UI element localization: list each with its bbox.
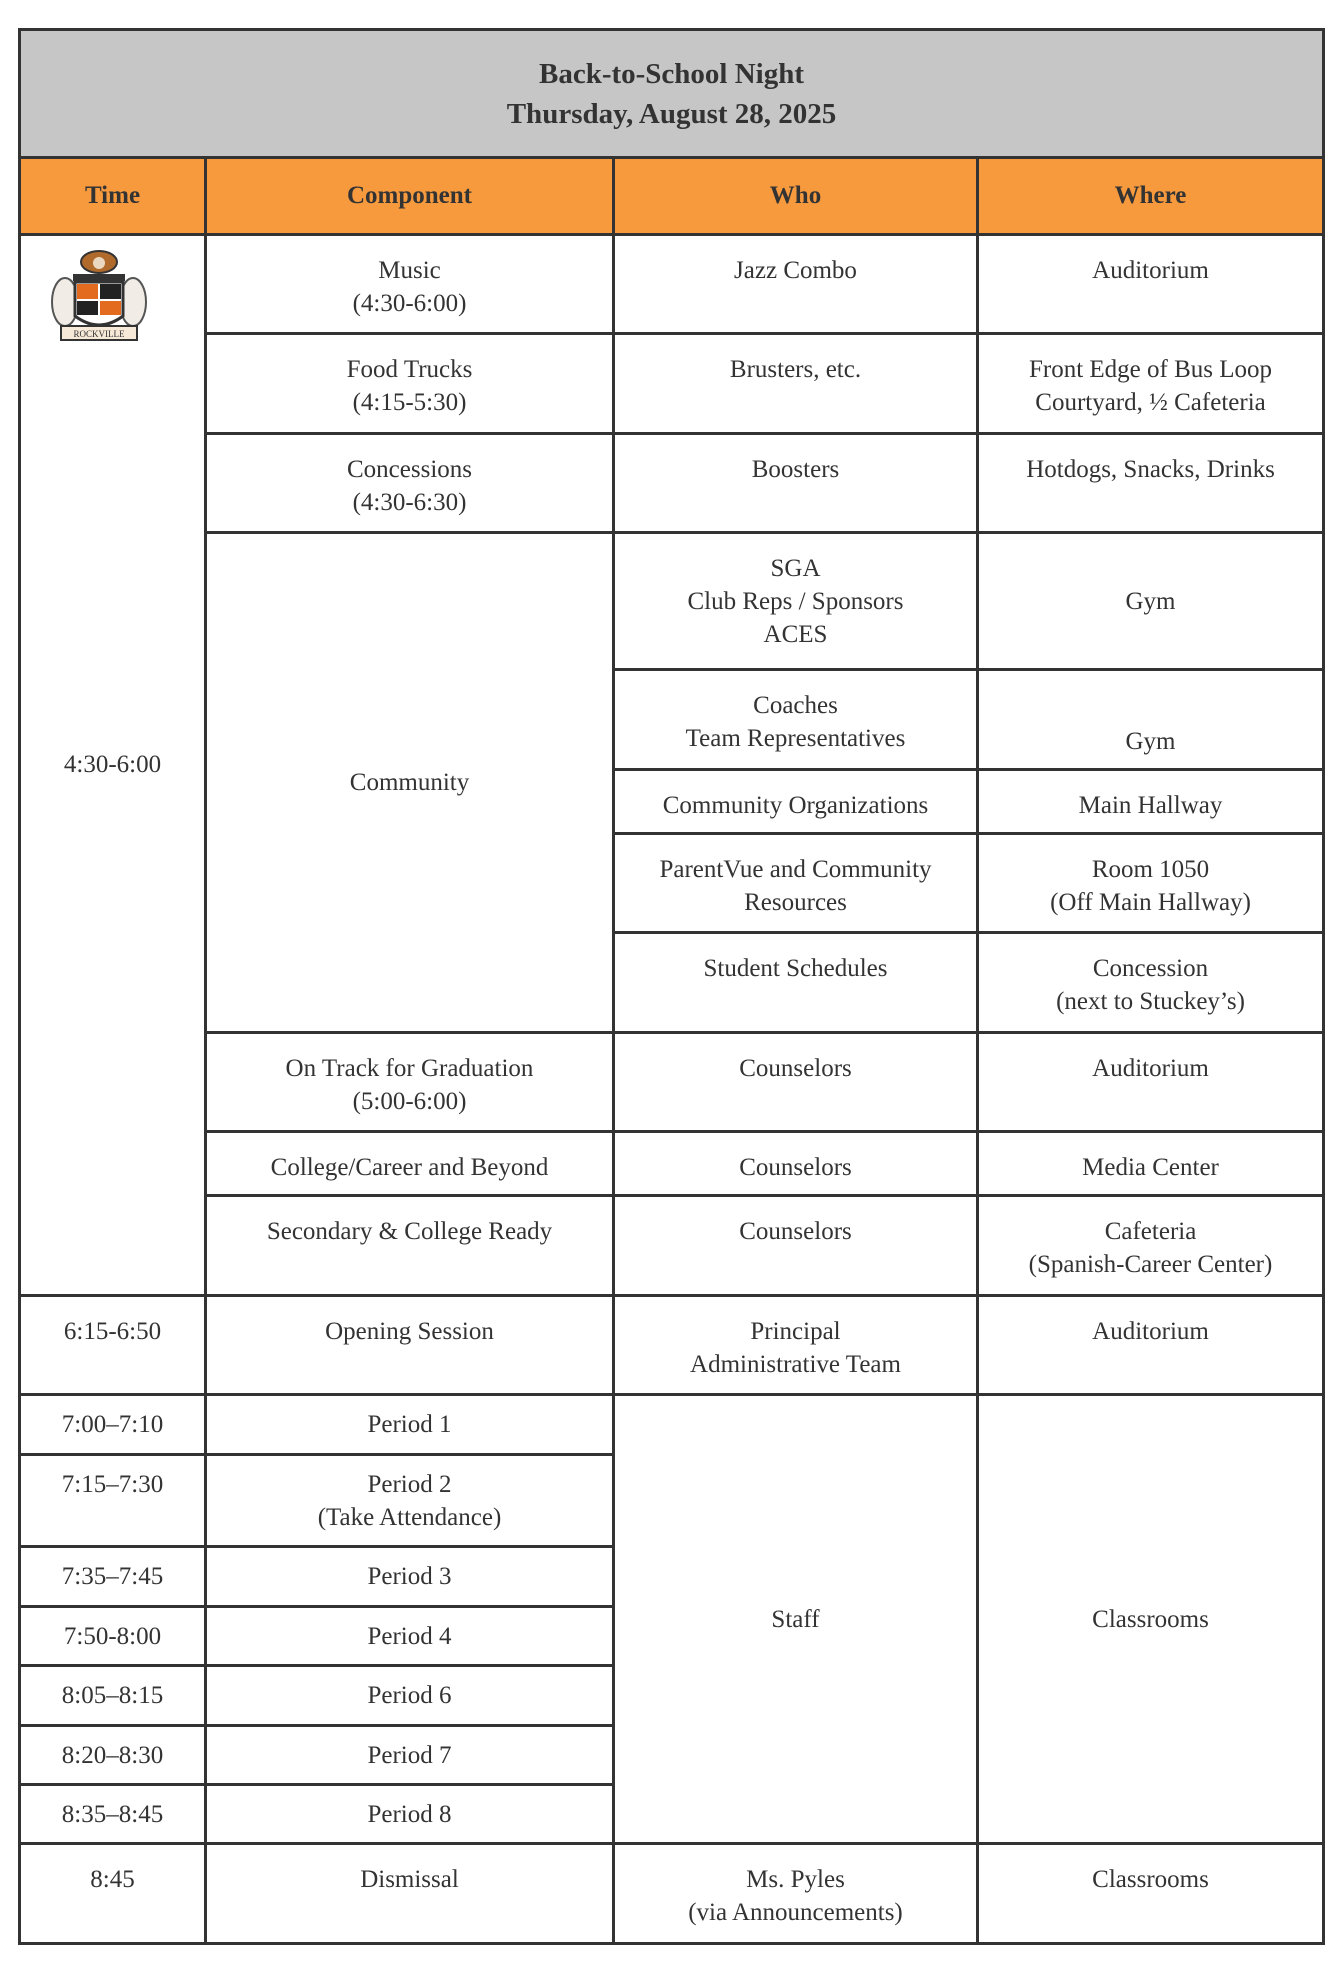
component-cell-line: Music: [378, 256, 441, 284]
school-crest-logo: [49, 250, 149, 357]
where-cell-line: Main Hallway: [1078, 791, 1223, 819]
who-cell: [614, 533, 978, 670]
where-cell-line: (Off Main Hallway): [1050, 888, 1251, 916]
component-cell: [206, 1132, 614, 1196]
column-header-row: [20, 158, 1324, 235]
time-cell: [20, 234, 206, 1295]
component-cell: [206, 433, 614, 532]
component-cell: [206, 1784, 614, 1843]
time-cell: 7:35–7:45: [20, 1547, 206, 1606]
who-cell-line: ACES: [763, 621, 828, 649]
who-cell-line: Team Representatives: [685, 725, 906, 753]
who-cell-line: Community Organizations: [662, 791, 929, 819]
where-cell-line: Room 1050: [1091, 855, 1210, 883]
time-cell: 6:15-6:50: [20, 1295, 206, 1394]
who-cell-line: SGA: [770, 555, 821, 583]
who-cell-line: Counselors: [739, 1218, 852, 1246]
table-row: [20, 334, 1324, 433]
who-cell-line: (via Announcements): [688, 1899, 903, 1927]
component-cell-line: Period 8: [367, 1800, 452, 1828]
where-cell: [978, 670, 1324, 769]
table-row: [20, 1295, 1324, 1394]
schedule-table: [18, 28, 1325, 1945]
where-cell: [978, 833, 1324, 932]
column-header-component: Component: [206, 158, 614, 235]
who-cell-line: Resources: [744, 888, 847, 916]
where-cell: [978, 933, 1324, 1032]
time-cell: 8:05–8:15: [20, 1666, 206, 1725]
component-cell-line: Period 2: [367, 1470, 452, 1498]
component-cell-line: Period 6: [367, 1682, 452, 1710]
who-cell-line: Boosters: [751, 455, 840, 483]
where-cell-line: Front Edge of Bus Loop: [1028, 356, 1273, 384]
event-date: Thursday, August 28, 2025: [506, 97, 837, 130]
who-cell-line: Brusters, etc.: [729, 356, 862, 384]
who-cell: [614, 334, 978, 433]
where-cell: [978, 769, 1324, 833]
component-cell-line: Secondary & College Ready: [266, 1218, 553, 1246]
table-row: [20, 1032, 1324, 1131]
who-cell-line: Counselors: [739, 1154, 852, 1182]
component-cell-line: Dismissal: [360, 1866, 459, 1894]
who-cell: [614, 1032, 978, 1131]
who-cell-line: Student Schedules: [703, 955, 888, 983]
where-cell: [978, 234, 1324, 333]
component-cell: [206, 234, 614, 333]
time-cell: 7:00–7:10: [20, 1395, 206, 1454]
where-cell: [978, 533, 1324, 670]
table-row: [20, 1132, 1324, 1196]
component-cell: [206, 1295, 614, 1394]
who-cell: Staff: [614, 1395, 978, 1844]
table-row: [20, 1196, 1324, 1295]
where-cell-line: Cafeteria: [1104, 1218, 1197, 1246]
component-cell: [206, 1547, 614, 1606]
where-cell: [978, 1132, 1324, 1196]
who-cell-line: Ms. Pyles: [746, 1866, 845, 1894]
where-cell-line: Media Center: [1082, 1154, 1219, 1182]
who-cell: [614, 1132, 978, 1196]
who-cell: [614, 433, 978, 532]
component-cell-line: Period 4: [367, 1622, 452, 1650]
component-cell-line: (5:00-6:00): [352, 1087, 467, 1115]
who-cell: [614, 1196, 978, 1295]
where-cell-line: Courtyard, ½ Cafeteria: [1035, 389, 1266, 417]
who-cell-line: Jazz Combo: [734, 256, 857, 284]
who-cell: [614, 1844, 978, 1944]
where-cell: [978, 334, 1324, 433]
time-label: 4:30-6:00: [63, 751, 162, 779]
time-cell: 7:50-8:00: [20, 1606, 206, 1665]
who-cell-line: Coaches: [753, 692, 838, 720]
component-cell-line: On Track for Graduation: [285, 1054, 534, 1082]
component-cell: [206, 1196, 614, 1295]
where-cell-line: Auditorium: [1092, 1054, 1209, 1082]
who-cell: [614, 1295, 978, 1394]
time-cell: 8:20–8:30: [20, 1725, 206, 1784]
where-cell: Classrooms: [978, 1395, 1324, 1844]
who-cell: [614, 933, 978, 1032]
component-cell: [206, 1032, 614, 1131]
where-cell: [978, 1295, 1324, 1394]
who-cell-line: ParentVue and Community: [659, 855, 932, 883]
table-row: [20, 234, 1324, 333]
who-cell: [614, 769, 978, 833]
where-cell-line: Hotdogs, Snacks, Drinks: [1026, 455, 1275, 483]
component-cell-line: Opening Session: [325, 1317, 494, 1345]
component-cell: [206, 334, 614, 433]
where-cell: [978, 433, 1324, 532]
where-cell: [978, 1196, 1324, 1295]
table-row: [20, 533, 1324, 670]
component-cell-line: (4:15-5:30): [352, 389, 467, 417]
column-header-where: Where: [978, 158, 1324, 235]
component-cell: [206, 1606, 614, 1665]
component-cell-line: (4:30-6:00): [352, 289, 467, 317]
who-cell: [614, 234, 978, 333]
who-cell: [614, 670, 978, 769]
component-cell: [206, 1454, 614, 1547]
time-cell: 8:45: [20, 1844, 206, 1944]
where-cell-line: (next to Stuckey’s): [1056, 988, 1245, 1016]
where-cell-line: Concession: [1092, 955, 1209, 983]
where-cell-line: Auditorium: [1092, 256, 1209, 284]
where-cell-line: Gym: [1125, 587, 1176, 615]
who-cell-line: Club Reps / Sponsors: [687, 588, 904, 616]
table-row: [20, 433, 1324, 532]
title-cell: [20, 30, 1324, 158]
component-cell-line: College/Career and Beyond: [270, 1154, 549, 1182]
component-cell-line: Period 7: [367, 1741, 452, 1769]
who-cell: [614, 833, 978, 932]
component-cell: Community: [206, 533, 614, 1033]
component-cell-line: (4:30-6:30): [352, 488, 467, 516]
component-cell-line: Period 3: [367, 1563, 452, 1591]
where-cell-line: (Spanish-Career Center): [1028, 1251, 1273, 1279]
time-cell: 8:35–8:45: [20, 1784, 206, 1843]
where-cell: [978, 1844, 1324, 1944]
component-cell-line: (Take Attendance): [317, 1503, 502, 1531]
component-cell: [206, 1725, 614, 1784]
where-cell-line: Auditorium: [1092, 1317, 1209, 1345]
component-cell: [206, 1395, 614, 1454]
where-cell-line: Classrooms: [1092, 1866, 1209, 1894]
column-header-time: Time: [20, 158, 206, 235]
who-cell-line: Principal: [750, 1317, 841, 1345]
column-header-who: Who: [614, 158, 978, 235]
component-cell-line: Concessions: [347, 455, 472, 483]
component-cell: [206, 1666, 614, 1725]
time-cell: 7:15–7:30: [20, 1454, 206, 1547]
who-cell-line: Counselors: [739, 1054, 852, 1082]
where-cell: [978, 1032, 1324, 1131]
who-cell-line: Administrative Team: [690, 1350, 901, 1378]
component-cell-line: Food Trucks: [346, 356, 473, 384]
component-cell: [206, 1844, 614, 1944]
crest-text: ROCKVILLE: [73, 328, 125, 339]
component-cell-line: Period 1: [367, 1411, 452, 1439]
table-row: [20, 1844, 1324, 1944]
page-title: Back-to-School Night: [538, 57, 805, 90]
table-row: [20, 1395, 1324, 1454]
where-cell-line: Gym: [1125, 727, 1176, 755]
